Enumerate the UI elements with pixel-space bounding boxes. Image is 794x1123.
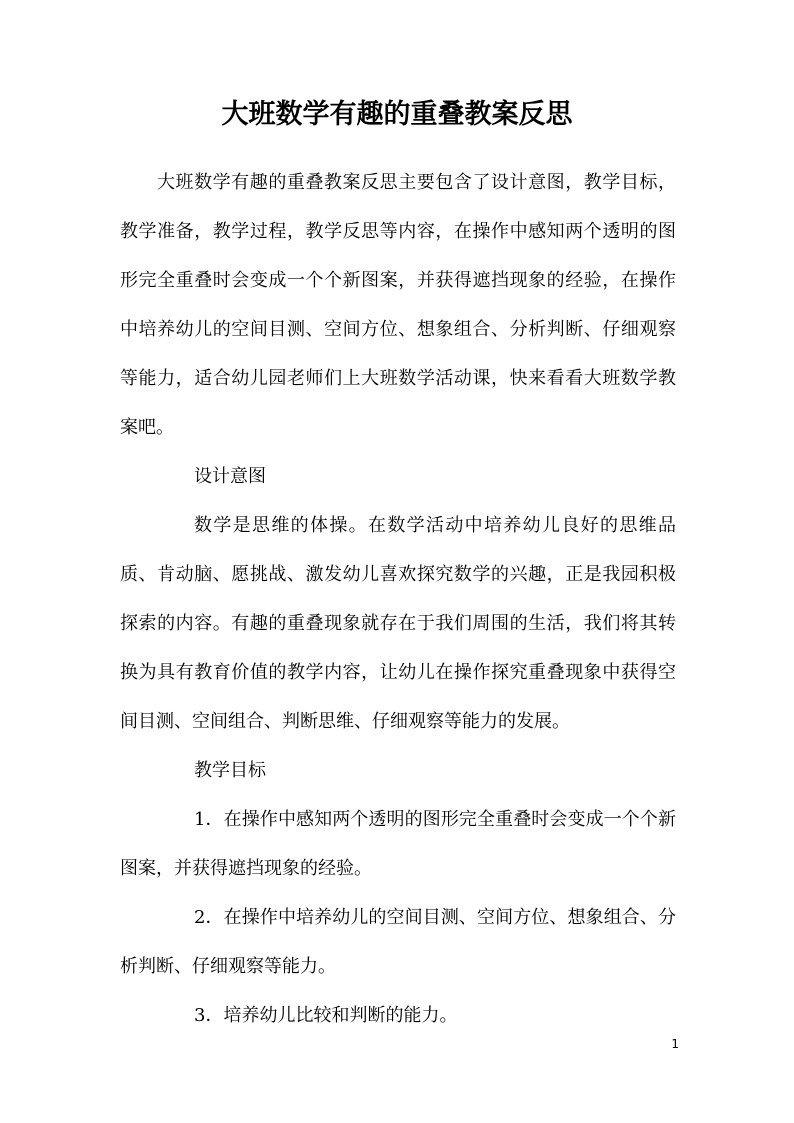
page-number: 1	[671, 1037, 679, 1051]
goal-item-3: 3．培养幼儿比较和判断的能力。	[194, 1005, 458, 1026]
goal-item-2: 2．在操作中培养幼儿的空间目测、空间方位、想象组合、分析判断、仔细观察等能力。	[120, 907, 676, 977]
document-body	[120, 158, 676, 1040]
section-heading-teaching-goals: 教学目标	[194, 760, 266, 781]
section-heading-design-intent: 设计意图	[194, 466, 266, 487]
design-intent-paragraph: 数学是思维的体操。在数学活动中培养幼儿良好的思维品质、肯动脑、愿挑战、激发幼儿喜欢探究数学的兴趣，正是我园积极探索的内容。有趣的重叠现象就存在于我们周围的生活，我们将其转换为具有教育价值的教学内容，让幼儿在操作探究重叠现象中获得空间目测、空间组合、判断思维、仔细观察等能力的发展。	[120, 515, 676, 732]
intro-paragraph: 大班数学有趣的重叠教案反思主要包含了设计意图，教学目标，教学准备，教学过程，教学反思等内容，在操作中感知两个透明的图形完全重叠时会变成一个个新图案，并获得遮挡现象的经验，在操作中培养幼儿的空间目测、空间方位、想象组合、分析判断、仔细观察等能力，适合幼儿园老师们上大班数学活动课，快来看看大班数学教案吧。	[120, 172, 676, 438]
document-title: 大班数学有趣的重叠教案反思	[221, 99, 573, 130]
goal-item-1: 1．在操作中感知两个透明的图形完全重叠时会变成一个个新图案，并获得遮挡现象的经验。	[120, 809, 676, 879]
